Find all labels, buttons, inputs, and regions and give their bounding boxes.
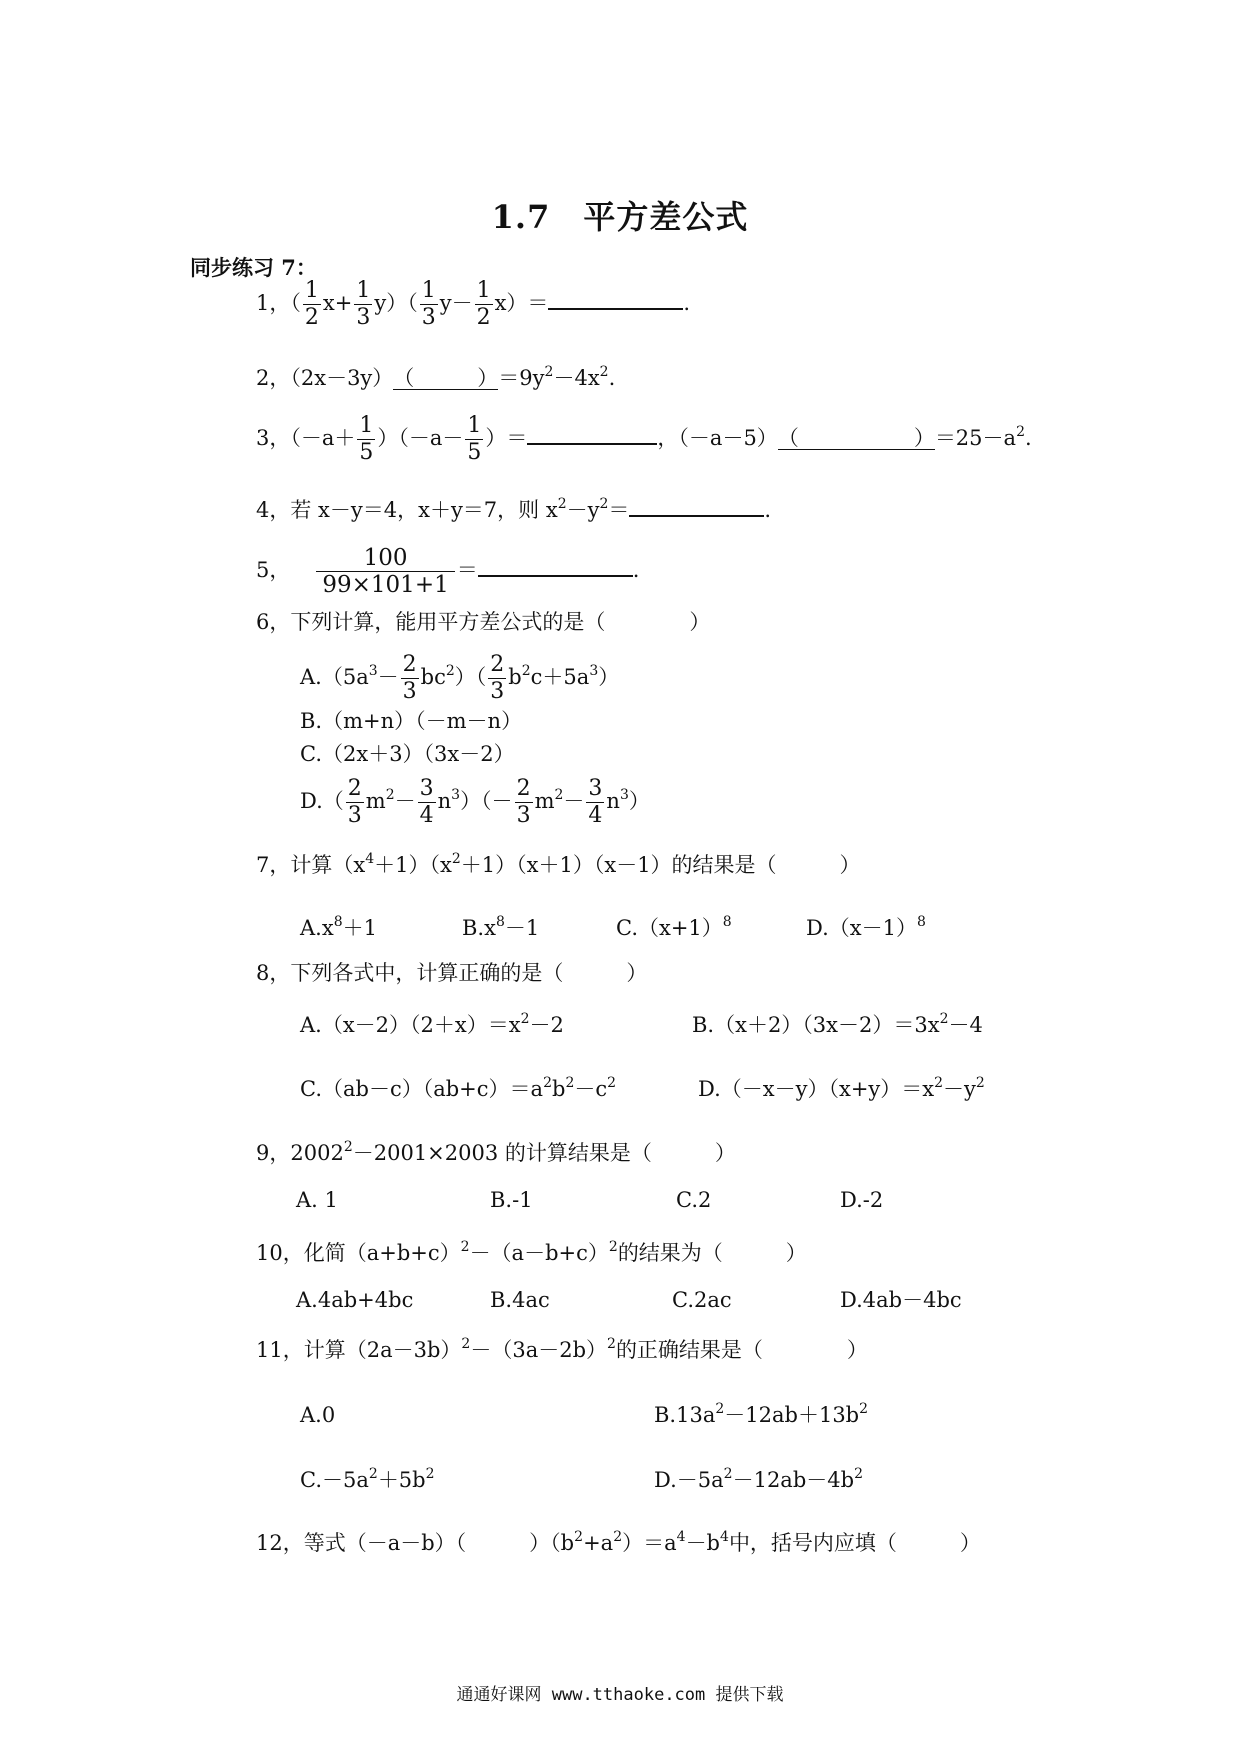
question-6-option-a[interactable]: $A.(5a^3-$ $\frac{2}{3}$ $bc^2$）（ $\frac{2}{3}$ $b^2c+5a^3$）	[300, 652, 620, 704]
question-7-option-b[interactable]: $B.x^8-1$	[462, 914, 540, 940]
question-10-option-a[interactable]: A.4ab+4bc	[296, 1288, 414, 1312]
footer-source: 通通好课网 www.tthaoke.com 提供下载	[456, 1685, 784, 1705]
question-8-option-b[interactable]: $B.(x+2)(3x-2)=3x^2-4$	[692, 1011, 983, 1037]
question-7-option-d[interactable]: $D.(x-1)^8$	[806, 914, 926, 940]
answer-blank[interactable]: （ ）	[777, 426, 935, 450]
answer-blank[interactable]	[548, 294, 683, 310]
question-10-stem: 10，化简$(a+b+c)^2-(a-b+c)^2$的结果为（ ）	[256, 1239, 807, 1265]
section-heading: 同步练习 7：	[190, 255, 317, 280]
question-8-stem: 8，下列各式中，计算正确的是（ ）	[256, 961, 648, 985]
question-10-option-d[interactable]: D.4ab－4bc	[840, 1288, 962, 1312]
question-10-option-b[interactable]: B.4ac	[490, 1288, 550, 1312]
question-5: 5， $\frac{100}{99\times 101+1}$ ＝ .	[256, 545, 640, 598]
fraction-half: $\frac{1}{2}$	[304, 278, 319, 330]
fraction-three-fourths: $\frac{3}{4}$	[588, 776, 603, 828]
answer-blank[interactable]	[527, 429, 657, 445]
fraction-third: $\frac{1}{3}$	[421, 278, 436, 330]
question-9-option-a[interactable]: A. 1	[296, 1188, 338, 1212]
answer-blank[interactable]: （ ）	[393, 366, 499, 390]
question-11-stem: 11，计算$(2a-3b)^2-(3a-2b)^2$的正确结果是（ ）	[256, 1336, 868, 1362]
question-2: 2，（2x－3y）（ ）$=9y^2-4x^2$.	[256, 364, 616, 390]
question-7-option-a[interactable]: $A.x^8+1$	[300, 914, 377, 940]
fraction-third: $\frac{1}{3}$	[356, 278, 371, 330]
question-9-option-c[interactable]: C.2	[676, 1188, 712, 1212]
question-9-option-b[interactable]: B.-1	[490, 1188, 533, 1212]
fraction-fifth: $\frac{1}{5}$	[359, 413, 374, 465]
answer-blank[interactable]	[629, 501, 764, 517]
fraction-two-thirds: $\frac{2}{3}$	[490, 652, 505, 704]
question-12-stem: 12，等式（－a－b）（ ）$(b^2+a^2)=a^4-b^4$中，括号内应填（ ）	[256, 1529, 981, 1555]
answer-blank[interactable]	[478, 561, 633, 577]
question-11-option-a[interactable]: A.0	[300, 1403, 336, 1427]
fraction-expression: $\frac{100}{99\times 101+1}$	[316, 545, 454, 598]
question-7-stem: 7，计算$(x^4+1)(x^2+1)(x+1)(x-1)$的结果是（ ）	[256, 851, 861, 877]
question-6-stem: 6，下列计算，能用平方差公式的是（ ）	[256, 610, 711, 634]
fraction-three-fourths: $\frac{3}{4}$	[419, 776, 434, 828]
fraction-two-thirds: $\frac{2}{3}$	[516, 776, 531, 828]
fraction-two-thirds: $\frac{2}{3}$	[402, 652, 417, 704]
question-4: 4，若 x－y＝4，x＋y＝7，则 $x^2-y^2=$ .	[256, 496, 772, 522]
question-6-option-c[interactable]: C.（2x＋3）（3x－2）	[300, 742, 515, 766]
fraction-two-thirds: $\frac{2}{3}$	[347, 776, 362, 828]
question-8-option-d[interactable]: $D.(-x-y)(x+y)=x^2-y^2$	[698, 1075, 985, 1101]
question-8-option-c[interactable]: $C.(ab-c)(ab+c)=a^2b^2-c^2$	[300, 1075, 617, 1101]
question-6-option-b[interactable]: B.（m+n）（－m－n）	[300, 709, 523, 733]
question-9-option-d[interactable]: D.-2	[840, 1188, 884, 1212]
fraction-fifth: $\frac{1}{5}$	[467, 413, 482, 465]
question-3: 3，（－a＋ $\frac{1}{5}$ ）（－a－ $\frac{1}{5}$ ）＝ ，（－a－5）（ ）$=25-a^2$.	[256, 413, 1032, 465]
fraction-half: $\frac{1}{2}$	[476, 278, 491, 330]
question-6-option-d[interactable]: D.（ $\frac{2}{3}$ $m^2-$ $\frac{3}{4}$ $n^3)(-$ $\frac{2}{3}$ $m^2-$ $\frac{3}{4}$ $n^3$）	[300, 776, 650, 828]
question-11-option-c[interactable]: $C.-5a^2+5b^2$	[300, 1466, 435, 1492]
question-11-option-d[interactable]: $D.-5a^2-12ab-4b^2$	[654, 1466, 863, 1492]
question-9-stem: 9，$2002^2-2001\times 2003$ 的计算结果是（ ）	[256, 1139, 736, 1165]
question-10-option-c[interactable]: C.2ac	[672, 1288, 732, 1312]
question-8-option-a[interactable]: $A.(x-2)(2+x)=x^2-2$	[300, 1011, 564, 1037]
question-1: 1，（ $\frac{1}{2}$ x+ $\frac{1}{3}$ y）（ $\frac{1}{3}$ y－ $\frac{1}{2}$ x）＝ .	[256, 278, 691, 330]
page-title: 1.7 平方差公式	[491, 198, 749, 236]
question-11-option-b[interactable]: $B.13a^2-12ab+13b^2$	[654, 1401, 869, 1427]
question-7-option-c[interactable]: $C.(x+1)^8$	[616, 914, 732, 940]
